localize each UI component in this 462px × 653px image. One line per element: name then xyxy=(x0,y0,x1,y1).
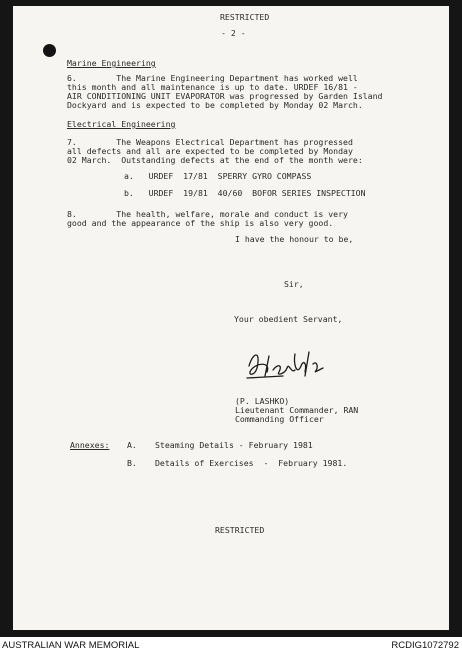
handwritten-signature xyxy=(243,346,338,386)
electrical-heading: Electrical Engineering xyxy=(67,119,176,129)
signer-rank: Lieutenant Commander, RAN xyxy=(235,405,359,415)
signer-role: Commanding Officer xyxy=(235,414,324,424)
annex-b-text: Details of Exercises - February 1981. xyxy=(155,458,348,468)
header-classification: RESTRICTED xyxy=(220,12,270,22)
defect-item-a: a. URDEF 17/81 SPERRY GYRO COMPASS xyxy=(124,171,312,181)
para-6-line-4: Dockyard and is expected to be completed by Monday 02 March. xyxy=(67,100,363,110)
para-7-line-1: 7. The Weapons Electrical Department has progressed xyxy=(67,137,353,147)
para-6-line-2: this month and all maintenance is up to date. URDEF 16/81 - xyxy=(67,82,358,92)
signer-name: (P. LASHKO) xyxy=(235,396,290,406)
closing-sir: Sir, xyxy=(284,279,304,289)
marine-heading: Marine Engineering xyxy=(67,58,156,68)
punch-hole xyxy=(43,44,56,57)
defect-item-b: b. URDEF 19/81 40/60 BOFOR SERIES INSPECTION xyxy=(124,188,366,198)
archive-institution: AUSTRALIAN WAR MEMORIAL xyxy=(2,640,140,651)
closing-servant: Your obedient Servant, xyxy=(234,314,343,324)
para-6-line-3: AIR CONDITIONING UNIT EVAPORATOR was progressed by Garden Island xyxy=(67,91,383,101)
archive-footer-bar xyxy=(0,637,462,653)
para-7-line-2: all defects and all are expected to be completed by Monday xyxy=(67,146,353,156)
page-number: - 2 - xyxy=(221,28,246,38)
annex-a-text: Steaming Details - February 1981 xyxy=(155,440,313,450)
para-8-line-1: 8. The health, welfare, morale and conduct is very xyxy=(67,209,348,219)
footer-classification: RESTRICTED xyxy=(215,525,265,535)
para-7-line-3: 02 March. Outstanding defects at the end of the month were: xyxy=(67,155,363,165)
para-6-line-1: 6. The Marine Engineering Department has worked well xyxy=(67,73,358,83)
archive-reference: RCDIG1072792 xyxy=(391,640,459,651)
annex-a-letter: A. xyxy=(127,440,137,450)
para-8-line-2: good and the appearance of the ship is also very good. xyxy=(67,218,334,228)
annexes-label: Annexes: xyxy=(70,440,110,450)
annex-b-letter: B. xyxy=(127,458,137,468)
closing-honour: I have the honour to be, xyxy=(235,234,354,244)
